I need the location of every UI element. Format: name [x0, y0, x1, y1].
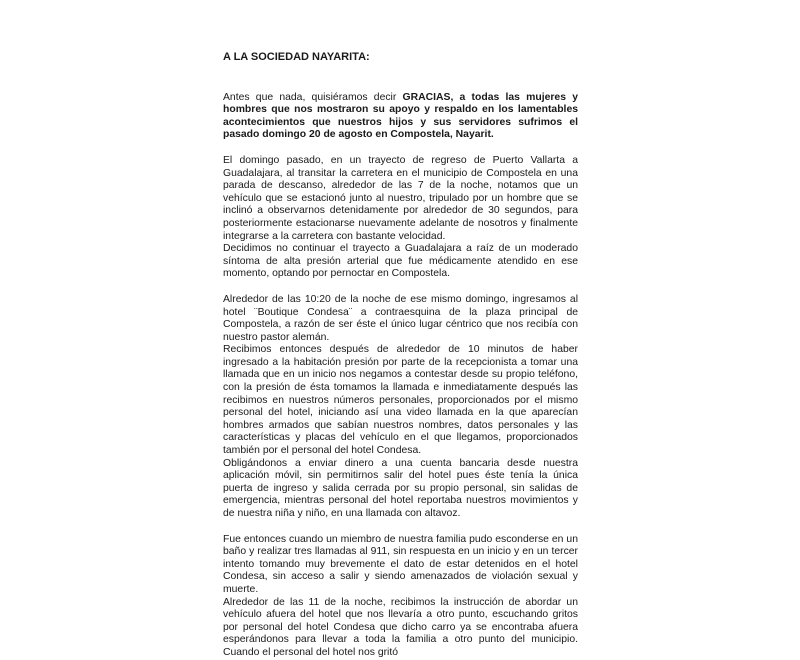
intro-bold-word: GRACIAS: [402, 91, 451, 103]
paragraph-2: Decidimos no continuar el trayecto a Guadalajara a raíz de un moderado síntoma de alta presión arterial que fue médicamente atendido en ese momento, optando por pernoctar en Compostela.: [223, 243, 578, 280]
intro-bold-rest: , a todas las mujeres y hombres que nos mostraron su apoyo y respaldo en los lamentables acontecimientos que nuestros hijos y sus servidores sufrimos el pasado domingo 20 de agosto en Compostela, Nayarit.: [223, 91, 578, 141]
intro-lead: Antes que nada, quisiéramos decir: [223, 91, 403, 103]
paragraph-6: Fue entonces cuando un miembro de nuestra familia pudo esconderse en un baño y realizar tres llamadas al 911, sin respuesta en un inicio y en un tercer intento tomando muy brevemente el dato de estar detenidos en el hotel Condesa, sin acceso a salir y siendo amenazados de violación sexual y muerte.: [223, 533, 578, 595]
letter-body: [223, 51, 578, 660]
paragraph-7: Alrededor de las 11 de la noche, recibimos la instrucción de abordar un vehículo afuera del hotel que nos llevaría a otro punto, escuchando gritos por personal del hotel Condesa que dicho carro ya se encontraba afuera esperándonos para llevar a toda la familia a otro punto del municipio. Cuando el personal del hotel nos gritó: [223, 596, 578, 658]
paragraph-gap: [223, 521, 578, 534]
paragraph-3: Alrededor de las 10:20 de la noche de ese mismo domingo, ingresamos al hotel ¨Boutique Condesa¨ a contraesquina de la plaza principal de Compostela, a razón de ser éste el único lugar céntrico que nos recibía con nuestro pastor alemán.: [223, 293, 578, 343]
paragraph-gap: [223, 281, 578, 294]
paragraph-gap: [223, 142, 578, 155]
paragraph-1: El domingo pasado, en un trayecto de regreso de Puerto Vallarta a Guadalajara, al transitar la carretera en el municipio de Compostela en una parada de descanso, alrededor de las 7 de la noche, notamos que un vehículo que se estacionó junto al nuestro, tripulado por un hombre que se inclinó a observarnos detenidamente por alrededor de 30 segundos, para posteriormente estacionarse nuevamente adelante de nosotros y finalmente integrarse a la carretera con bastante velocidad.: [223, 154, 578, 242]
letter-heading: A LA SOCIEDAD NAYARITA:: [223, 51, 370, 63]
intro-paragraph: [223, 92, 578, 142]
paragraph-4: Recibimos entonces después de alrededor de 10 minutos de haber ingresado a la habitación presión por parte de la recepcionista a tomar una llamada que en un inicio nos negamos a contestar desde su propio teléfono, con la presión de ésta tomamos la llamada e inmediatamente después las recibimos en nuestros números personales, proporcionados por el mismo personal del hotel, iniciando así una video llamada en la que aparecían hombres armados que sabían nuestros nombres, datos personales y las características y placas del vehículo en el que llegamos, proporcionados también por el personal del hotel Condesa.: [223, 344, 578, 457]
paragraph-5: Obligándonos a enviar dinero a una cuenta bancaria desde nuestra aplicación móvil, sin permitirnos salir del hotel pues éste tenía la única puerta de ingreso y salida cerrada por su propio personal, sin salidas de emergencia, mientras personal del hotel reportaba nuestros movimientos y de nuestra niña y niño, en una llamada con altavoz.: [223, 457, 578, 519]
